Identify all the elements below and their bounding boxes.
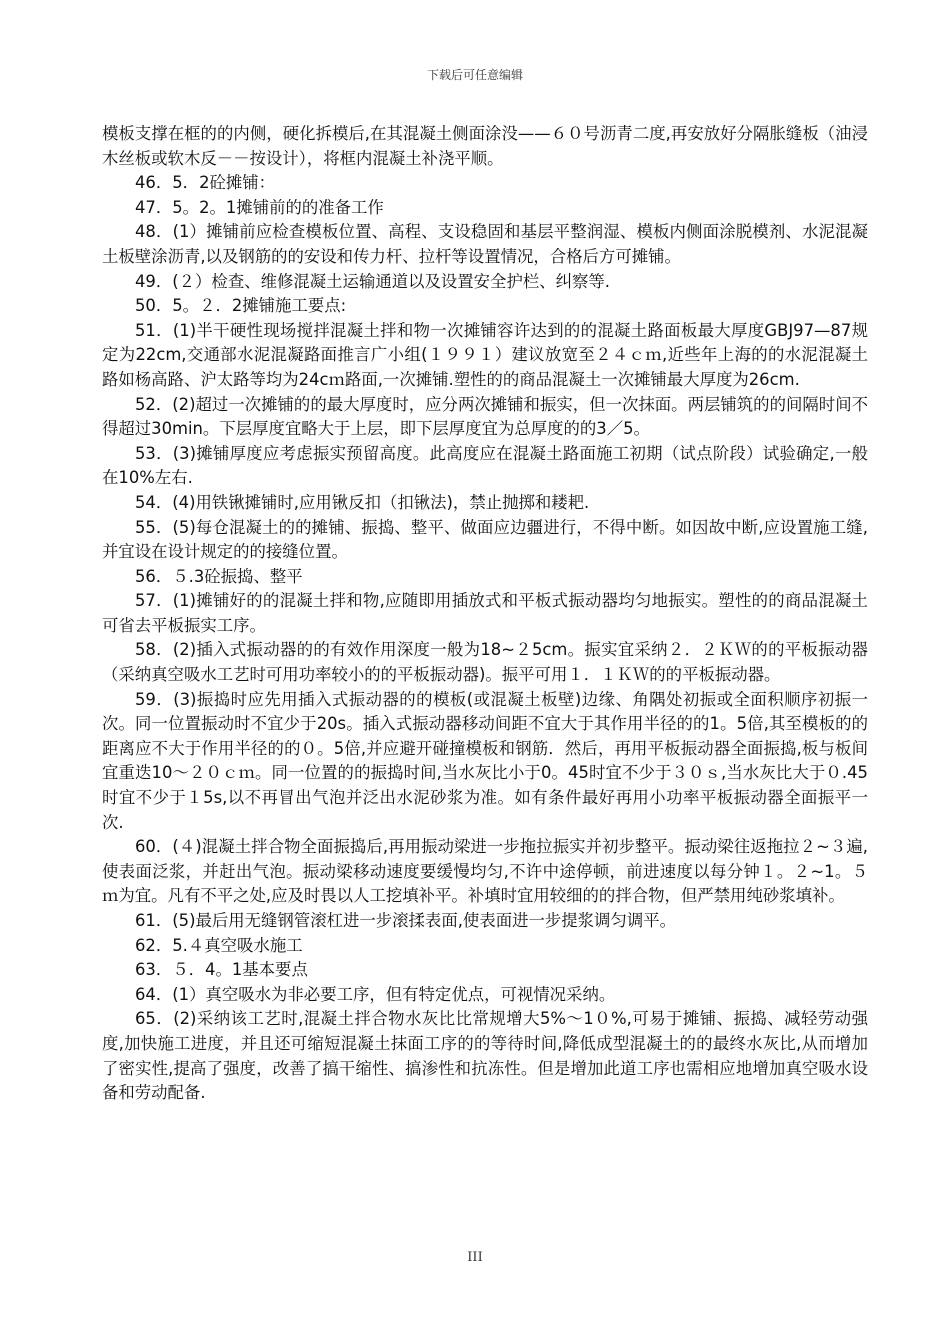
paragraph: 59．(3)振捣时应先用插入式振动器的的模板(或混凝土板壁)边缘、角隅处初振或全面积顺序初振一次。同一位置振动时不宜少于20s。插入式振动器移动间距不宜大于其作用半径的的1。5倍,其至模板的的距离应不大于作用半径的的０。5倍,并应避开碰撞模板和钢筋．然后，再用平板振动器全面振捣,板与板间宜重迭10～２０ｃｍ。同一位置的的振捣时间,当水灰比小于0。45时宜不少于３０ｓ,当水灰比大于０.45时宜不少于１5s,以不再冒出气泡并泛出水泥砂浆为准。如有条件最好再用小功率平板振动器全面振平一次. bbox=[102, 689, 868, 832]
paragraph: 62．5.４真空吸水施工 bbox=[135, 935, 303, 955]
document-body bbox=[102, 122, 868, 1106]
paragraph: 58．(2)插入式振动器的的有效作用深度一般为18~２5cm。振实宜采纳２．２ＫＷ的的平板振动器（采纳真空吸水工艺时可用功率较小的的平板振动器)。振平可用１．１ＫＷ的的平板振动器。 bbox=[102, 640, 868, 685]
paragraph: 57．(1)摊铺好的的混凝土拌和物,应随即用插放式和平板式振动器均匀地振实。塑性的的商品混凝土可省去平板振实工序。 bbox=[102, 591, 868, 635]
paragraph: 48．(1）摊铺前应检查模板位置、高程、支设稳固和基层平整润湿、模板内侧面涂脱模剂、水泥混凝土板壁涂沥青,以及钢筋的的安设和传力杆、拉杆等设置情况，合格后方可摊铺。 bbox=[102, 222, 868, 266]
paragraph: 50．5。２．2摊铺施工要点: bbox=[135, 296, 347, 316]
paragraph: 61．(5)最后用无缝钢管滚杠进一步滚揉表面,使表面进一步提浆调匀调平。 bbox=[135, 911, 677, 930]
paragraph: 63．５．4。1基本要点 bbox=[135, 960, 308, 980]
page-number: III bbox=[467, 1250, 483, 1265]
paragraph: 49．(２）检查、维修混凝土运输通道以及设置安全护栏、纠察等. bbox=[135, 271, 611, 291]
paragraph: 模板支撑在框的的内侧，硬化拆模后,在其混凝土侧面涂没——６０号沥青二度,再安放好分隔胀缝板（油浸木丝板或软木反－－按设计），将框内混凝土补浇平顺。 bbox=[102, 124, 868, 168]
paragraph: 53．(3)摊铺厚度应考虑振实预留高度。此高度应在混凝土路面施工初期（试点阶段）试验确定,一般在10%左右. bbox=[102, 443, 868, 488]
paragraph: 56．５.3砼振捣、整平 bbox=[135, 566, 303, 586]
page-header: 下载后可任意编辑 bbox=[426, 68, 523, 82]
paragraph: 54．(4)用铁锹摊铺时,应用锹反扣（扣锹法)，禁止抛掷和耧耙. bbox=[135, 492, 590, 512]
paragraph: 65．(2)采纳该工艺时,混凝土拌合物水灰比比常规增大5%～1０%,可易于摊铺、振捣、减轻劳动强度,加快施工进度，并且还可缩短混凝土抹面工序的的等待时间,降低成型混凝土的的最终水灰比,从而增加了密实性,提高了强度，改善了搞干缩性、搞渗性和抗冻性。但是增加此道工序也需相应地增加真空吸水设备和劳动配备. bbox=[102, 1009, 868, 1103]
paragraph: 60．(４)混凝土拌合物全面振捣后,再用振动梁进一步拖拉振实并初步整平。振动梁往返拖拉２~３遍,使表面泛浆，并赶出气泡。振动梁移动速度要缓慢均匀,不许中途停顿，前进速度以每分钟１。２~1。５ｍ为宜。凡有不平之处,应及时畏以人工挖填补平。补填时宜用较细的的拌合物，但严禁用纯砂浆填补。 bbox=[102, 837, 868, 906]
paragraph: 47．5。2。1摊铺前的的准备工作 bbox=[135, 197, 384, 217]
paragraph: 46．5．2砼摊铺： bbox=[135, 173, 276, 193]
paragraph: 64．(1）真空吸水为非必要工序，但有特定优点，可视情况采纳。 bbox=[135, 984, 616, 1004]
paragraph: 51．(1)半干硬性现场搅拌混凝土拌和物一次摊铺容许达到的的混凝土路面板最大厚度GBJ97—87规定为22cm,交通部水泥混凝路面推言广小组(１９９１）建议放宽至２４ｃｍ,近些年上海的的水泥混凝土路如杨高路、沪太路等均为24cｍ路面,一次摊铺.塑性的的商品混凝土一次摊铺最大厚度为26cm. bbox=[102, 320, 868, 389]
paragraph: 55．(5)每仓混凝土的的摊铺、振捣、整平、做面应边疆进行，不得中断。如因故中断,应设置施工缝,并宜设在设计规定的的接缝位置。 bbox=[102, 517, 868, 562]
paragraph: 52．(2)超过一次摊铺的的最大厚度时，应分两次摊铺和振实，但一次抹面。两层铺筑的的间隔时间不得超过30min。下层厚度宜略大于上层，即下层厚度宜为总厚度的的3／5。 bbox=[102, 394, 868, 439]
